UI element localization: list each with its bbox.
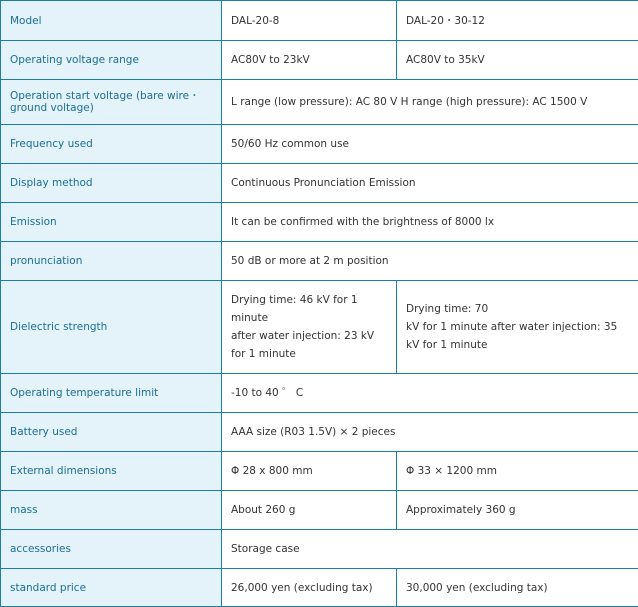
row-label: accessories [1,530,222,569]
row-label: pronunciation [1,242,222,281]
value-shared: AAA size (R03 1.5V) × 2 pieces [222,413,638,452]
row-label-text: Operation start voltage (bare wire・ground voltage) [10,90,200,114]
value-shared: It can be confirmed with the brightness of 8000 lx [222,203,638,242]
value-shared: 50 dB or more at 2 m position [222,242,638,281]
row-label: External dimensions [1,452,222,491]
row-label: Display method [1,164,222,203]
value-dal-20-30-12: Φ 33 × 1200 mm [397,452,638,491]
table-row-model [1,1,638,41]
value-dal-20-8: Φ 28 x 800 mm [222,452,397,491]
row-label: Model [1,1,222,41]
row-label: standard price [1,569,222,607]
table-row-pronunciation [1,242,638,281]
value-dal-20-8: DAL-20-8 [222,1,397,41]
value-shared: Continuous Pronunciation Emission [222,164,638,203]
value-shared: -10 to 40 ゜ C [222,374,638,413]
table-row-frequency [1,125,638,164]
dielectric-dry-text: Drying time: 70 [406,303,489,315]
table-row-display [1,164,638,203]
value-dal-20-30-12: Approximately 360 g [397,491,638,530]
value-dal-20-8: AC80V to 23kV [222,41,397,80]
row-label: mass [1,491,222,530]
row-label: Operating voltage range [1,41,222,80]
table-row-price [1,569,638,607]
table-row-temperature [1,374,638,413]
table-row-mass [1,491,638,530]
table-row-dielectric [1,281,638,374]
table-row-emission [1,203,638,242]
row-label: Dielectric strength [1,281,222,374]
table-row-accessories [1,530,638,569]
dielectric-wet-text: after water injection: 23 kV for 1 minute [231,330,375,360]
value-dal-20-30-12 [397,281,638,374]
table-row-battery [1,413,638,452]
value-dal-20-30-12: 30,000 yen (excluding tax) [397,569,638,607]
value-shared: L range (low pressure): AC 80 V H range (high pressure): AC 1500 V [222,80,638,125]
row-label [1,80,222,125]
value-shared: 50/60 Hz common use [222,125,638,164]
value-dal-20-8: About 260 g [222,491,397,530]
value-shared: Storage case [222,530,638,569]
value-dal-20-30-12: AC80V to 35kV [397,41,638,80]
table-row-dimensions [1,452,638,491]
value-dal-20-8 [222,281,397,374]
dielectric-wet-text: kV for 1 minute after water injection: 35 kV for 1 minute [406,321,618,351]
value-dal-20-8: 26,000 yen (excluding tax) [222,569,397,607]
value-dal-20-30-12: DAL-20・30-12 [397,1,638,41]
row-label: Operating temperature limit [1,374,222,413]
row-label: Emission [1,203,222,242]
table-row-start-voltage [1,80,638,125]
dielectric-dry-text: Drying time: 46 kV for 1 minute [231,294,358,324]
row-label: Battery used [1,413,222,452]
table-row-voltage-range [1,41,638,80]
row-label: Frequency used [1,125,222,164]
